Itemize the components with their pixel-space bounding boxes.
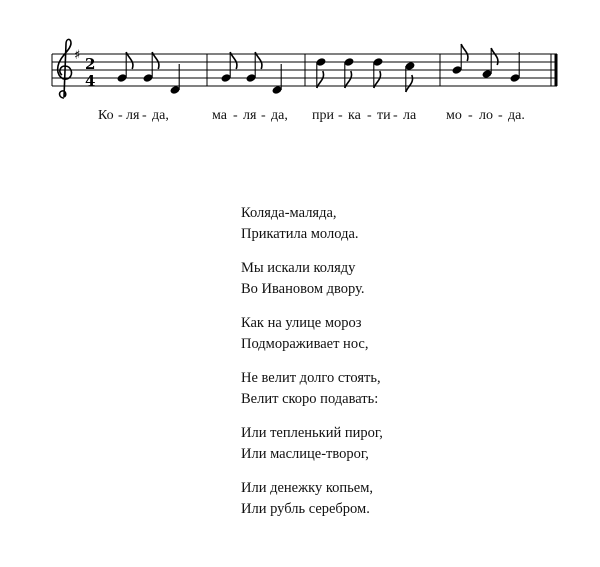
note-flag: [126, 52, 133, 69]
time-signature-bottom: 4: [85, 72, 96, 90]
syllable: -: [367, 108, 372, 123]
syllable: ка: [348, 108, 361, 123]
sharp-icon: ♯: [74, 48, 81, 63]
syllable: ти: [377, 108, 391, 123]
poem-line: Или денежку копьем,: [241, 480, 374, 496]
stanza: [241, 258, 581, 299]
stanza: [241, 478, 581, 519]
staff-lyrics: [98, 108, 538, 126]
note-eighth: [404, 61, 415, 92]
poem-line: Или тепленький пирог,: [241, 425, 383, 441]
syllable: ло: [479, 108, 493, 123]
poem-line: Велит скоро подавать:: [241, 390, 379, 407]
poem-line: Во Ивановом двору.: [241, 280, 365, 297]
note-quarter: [509, 52, 520, 83]
note-flag: [230, 52, 237, 69]
note-flag: [345, 71, 352, 88]
poem-line: Или рубль серебром.: [241, 500, 370, 517]
syllable: Ко: [98, 108, 114, 123]
syllable: -: [233, 108, 238, 123]
syllable: -: [468, 108, 473, 123]
syllable: -: [338, 108, 343, 123]
poem-line: Мы искали коляду: [241, 260, 356, 276]
syllable: -: [393, 108, 398, 123]
poem-line: Или маслице-творог,: [241, 445, 369, 462]
note-flag: [317, 71, 324, 88]
note-eighth: [315, 57, 326, 88]
syllable: ля: [126, 108, 140, 123]
syllable: при: [312, 108, 334, 123]
note-eighth: [372, 57, 383, 88]
notes-layer: [116, 44, 520, 95]
syllable: ла: [403, 108, 417, 123]
note-flag: [461, 44, 468, 61]
syllable: -: [142, 108, 147, 123]
note-quarter: [169, 64, 180, 95]
syllable: ля: [243, 108, 257, 123]
note-eighth: [481, 48, 497, 79]
poem-line: Не велит долго стоять,: [241, 370, 381, 386]
poem-line: Как на улице мороз: [241, 315, 362, 331]
syllable: да.: [508, 108, 525, 123]
note-quarter: [271, 64, 282, 95]
stanza: [241, 203, 581, 244]
poem-line: Прикатила молода.: [241, 225, 359, 242]
syllable: -: [261, 108, 266, 123]
time-signature-top: 2: [85, 55, 96, 73]
note-flag: [255, 52, 262, 69]
syllable: -: [118, 108, 123, 123]
poem-text: [241, 203, 581, 533]
syllable: да,: [152, 108, 169, 123]
note-flag: [152, 52, 159, 69]
stanza: [241, 423, 581, 464]
stanza: [241, 368, 581, 409]
syllable: ма: [212, 108, 227, 123]
note-flag: [374, 71, 381, 88]
stanza: [241, 313, 581, 354]
poem-line: Коляда-маляда,: [241, 205, 337, 221]
music-staff: [0, 0, 600, 110]
syllable: мо: [446, 108, 462, 123]
treble-clef-icon: [58, 39, 72, 98]
note-eighth: [343, 57, 354, 88]
syllable: -: [498, 108, 503, 123]
syllable: да,: [271, 108, 288, 123]
poem-line: Подмораживает нос,: [241, 335, 369, 352]
